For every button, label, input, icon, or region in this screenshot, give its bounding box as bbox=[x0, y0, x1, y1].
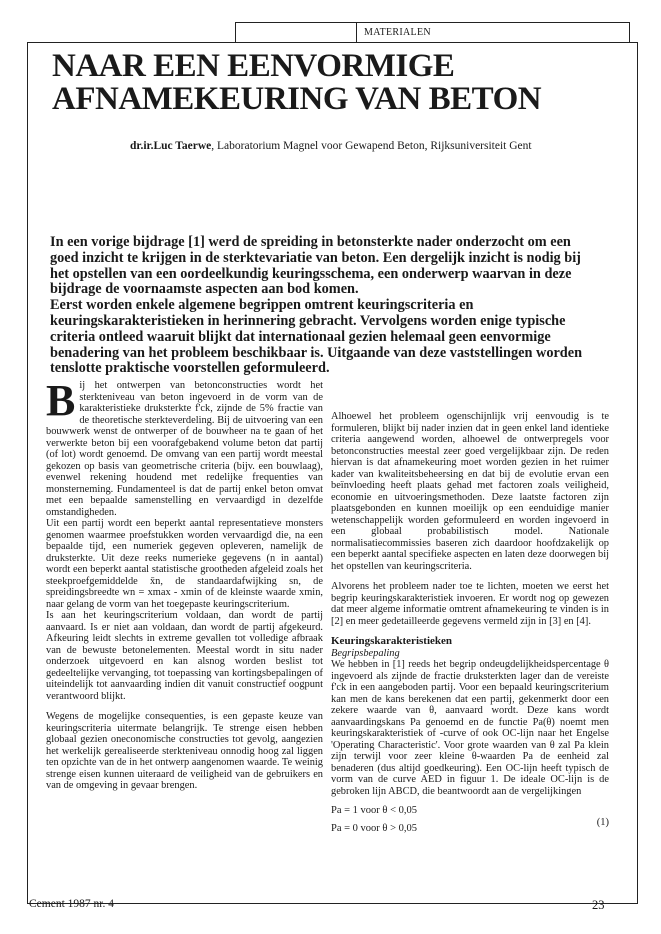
right-paragraph-1: Alhoewel het probleem ogenschijnlijk vrij eenvoudig is te formuleren, blijkt bij nader inzien dat in geen enkel land identieke criteria aangewend worden, alhoewel de ontwerpregels voor betonconstructies meestal zeer goed vergelijkbaar zijn. De reden hiervan is dat afnamekeuring moet worden gezien in het ruimer kader van kwaliteitsbeheersing en dat bij de evolutie ervan een beïnvloeding heeft plaats gehad met factoren zoals veiligheid, economie en uitvoeringsmethoden. Deze laatste factoren zijn plaatsgebonden en kunnen moeilijk op een eenduidige manier wetenschappelijk worden geformuleerd en worden ingevoerd in een globaal probabilistisch model. Nationale normalisatiecommissies baseren zich daardoor hoofdzakelijk op een beperkt aantal specifieke aspecten en laten deze doorwegen bij het opstellen van keuringscriteria. bbox=[331, 411, 609, 572]
subsection-heading: Begripsbepaling bbox=[331, 647, 400, 659]
section-heading: Keuringskarakteristieken bbox=[331, 635, 452, 647]
intro-paragraph-2: Eerst worden enkele algemene begrippen omtrent keuringscriteria en keuringskarakteristieken in herinnering gebracht. Vervolgens worden enige typische criteria ontleed waaruit blijkt dat internationaal gezien helemaal geen eenvormige benadering van het probleem beschikbaar is. Uitgaande van deze vaststellingen worden tenslotte praktische voorstellen geformuleerd. bbox=[50, 297, 583, 377]
left-paragraph-3: Is aan het keuringscriterium voldaan, dan wordt de partij aanvaard. Is er niet aan voldaan, dan wordt de partij afgekeurd. Afkeuring leidt slechts in extreme gevallen tot volledige afbraak van de bewuste betonelementen. Meestal wordt in situ nader onderzoek uitgevoerd en kan alsnog worden beslist tot gedeeltelijke vervanging, tot toepassing van kortingsbepalingen of uiteindelijk tot aanvaarding indien dit vanuit constructief oogpunt verantwoord blijkt. bbox=[46, 610, 323, 702]
equation-line-1: Pa = 1 voor θ < 0,05 bbox=[331, 805, 417, 816]
left-paragraph-1-text: ij het ontwerpen van betonconstructies wordt het sterkteniveau van beton ingevoerd in de vorm van de karakteristieke druksterkte f'ck, zijnde de 5% fractie van de theoretische sterkteverdeling. Bij de uitvoering van een bouwwerk wenst de ontwerper of de bouwheer na te gaan of het verwerkte beton bij een voorafgebakend volume beton dat partij (of lot) wordt genoemd. De omvang van een partij wordt meestal gekozen op basis van geometrische criteria (bijv. een bouwlaag), evenwel rekening houdend met redelijke frequenties van monsterneming. Fundamenteel is dat de partij enkel beton omvat met een bepaalde samenstelling en vervaardigd in dezelfde omstandigheden. bbox=[46, 380, 323, 518]
right-column bbox=[331, 411, 609, 840]
drop-cap: B bbox=[46, 376, 76, 425]
right-paragraph-3: We hebben in [1] reeds het begrip ondeugdelijkheidspercentage θ ingevoerd als zijnde de fractie druksterkten lager dan de vereiste f'ck in een aangeboden partij. Voor een bepaald keuringscriterium kan men de kans berekenen dat een partij, gekenmerkt door een zekere waarde van θ, aanvaard wordt. Deze kans wordt aanvaardingskans Pa genoemd en de functie Pa(θ) noemt men keuringskarakteristiek of -curve of ook OC-lijn naar het Engelse 'Operating Characteristic'. Voor grote waarden van θ zal Pa klein zijn terwijl voor zeer kleine θ-waarden Pa de eenheid zal benaderen (dus altijd goedkeuring). Een OC-lijn heeft typisch de vorm van de curve AED in figuur 1. De ideale OC-lijn is de gebroken lijn ABCD, die beantwoordt aan de vergelijkingen bbox=[331, 659, 609, 797]
page-number: 23 bbox=[592, 898, 605, 912]
journal-footer: Cement 1987 nr. 4 bbox=[29, 898, 114, 910]
intro-block bbox=[50, 235, 603, 377]
tab-divider bbox=[356, 23, 357, 42]
author-name: dr.ir.Luc Taerwe bbox=[130, 140, 212, 152]
left-paragraph-4: Wegens de mogelijke consequenties, is een gepaste keuze van keuringscriteria uitermate belangrijk. Te strenge eisen hebben globaal gezien oneconomische constructies tot gevolg, aangezien het werkelijk gerealiseerde sterkteniveau onnodig hoog zal liggen ten opzichte van de in het ontwerp aangenomen waarde. Te weinig strenge eisen kunnen uiteraard de veiligheid van de gebruikers en van de omgeving in gevaar brengen. bbox=[46, 711, 323, 791]
author-line bbox=[130, 140, 532, 152]
equation-number: (1) bbox=[596, 816, 609, 828]
right-paragraph-2: Alvorens het probleem nader toe te lichten, moeten we eerst het begrip keuringskarakteristiek invoeren. Er wordt nog op gewezen dat meer algeme informatie omtrent afnamekeuring te vinden is in [2] en meer gedetailleerde gegevens vermeld zijn in [3] en [4]. bbox=[331, 581, 609, 627]
section-label: MATERIALEN bbox=[364, 27, 431, 38]
left-paragraph-2: Uit een partij wordt een beperkt aantal representatieve monsters genomen waarmee proefstukken worden vervaardigd die, na een bepaalde tijd, een numeriek gegeven opleveren, namelijk de druksterkte. Uit deze reeks numerieke gegevens (n in aantal) wordt een beperkt aantal statistische grootheden afgeleid zoals het steekproefgemiddelde x̄n, de standaardafwijking sn, de spreidingsbreedte wn = xmax - xmin of de kleinste waarde xmin, naar gelang de vorm van het toegepaste keuringscriterium. bbox=[46, 518, 323, 610]
article-title: NAAR EEN EENVORMIGE AFNAMEKEURING VAN BETON bbox=[52, 48, 542, 117]
left-column bbox=[46, 376, 323, 792]
author-affiliation: , Laboratorium Magnel voor Gewapend Beton, Rijksuniversiteit Gent bbox=[211, 140, 532, 152]
equation-block bbox=[331, 805, 609, 840]
equation-line-2: Pa = 0 voor θ > 0,05 bbox=[331, 822, 417, 834]
intro-paragraph-1: In een vorige bijdrage [1] werd de spreiding in betonsterkte nader onderzocht om een goed inzicht te krijgen in de sterktevariatie van beton. Een dergelijk inzicht is nodig bij het opstellen van een oordeelkundig keuringsschema, een onderwerp waarvan in deze bijdrage de voornaamste aspecten aan bod komen. bbox=[50, 234, 581, 298]
section-tab bbox=[235, 22, 630, 42]
left-paragraph-1 bbox=[46, 376, 323, 518]
